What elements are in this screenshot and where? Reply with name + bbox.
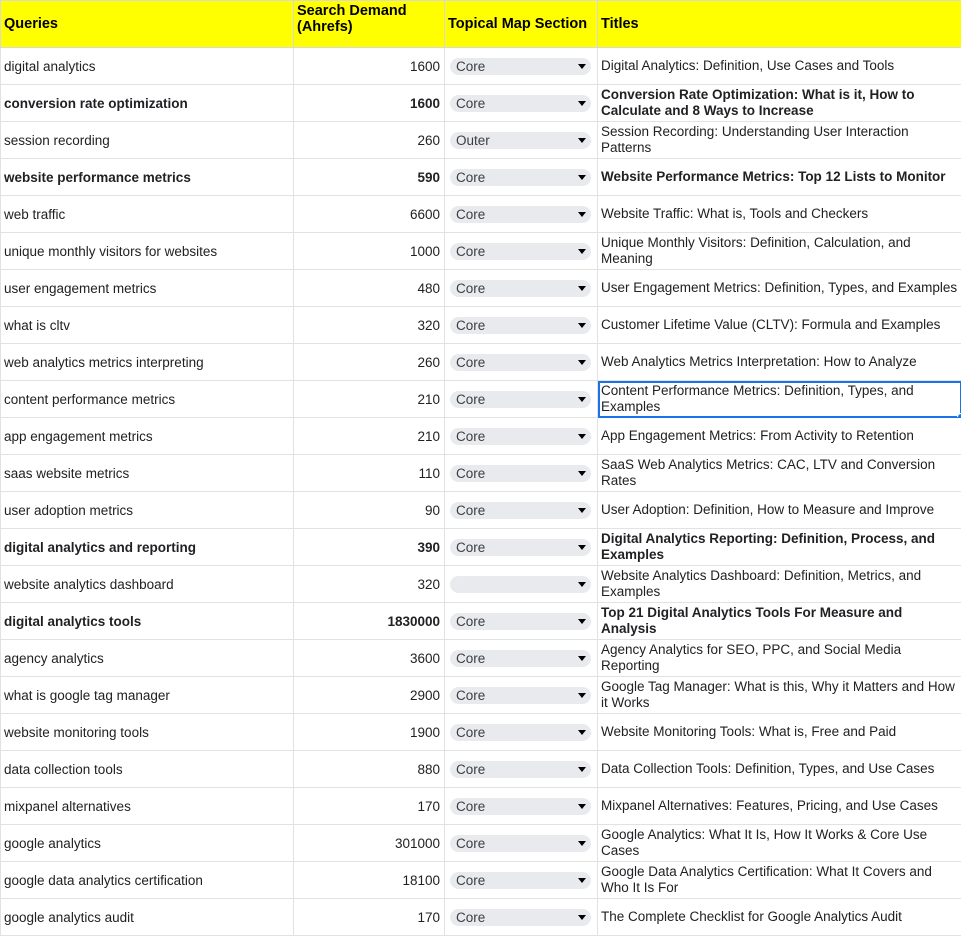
caret-down-icon[interactable] — [578, 212, 586, 217]
title-text: The Complete Checklist for Google Analytics Audit — [601, 909, 958, 925]
section-dropdown-chip[interactable] — [450, 58, 591, 75]
query-cell[interactable]: what is cltv — [1, 307, 294, 344]
section-dropdown-chip[interactable] — [450, 95, 591, 112]
fill-handle[interactable] — [957, 413, 961, 418]
section-dropdown-cell[interactable] — [445, 270, 598, 307]
section-value: Core — [456, 318, 485, 333]
query-cell[interactable]: conversion rate optimization — [1, 85, 294, 122]
title-text: App Engagement Metrics: From Activity to Retention — [601, 428, 958, 444]
title-text: Top 21 Digital Analytics Tools For Measure and Analysis — [601, 605, 958, 637]
title-text: Digital Analytics: Definition, Use Cases and Tools — [601, 58, 958, 74]
title-cell[interactable] — [598, 640, 961, 677]
section-value: Core — [456, 725, 485, 740]
table-row — [1, 233, 961, 270]
query-cell[interactable]: unique monthly visitors for websites — [1, 233, 294, 270]
query-cell[interactable]: user adoption metrics — [1, 492, 294, 529]
section-dropdown-chip[interactable] — [450, 539, 591, 556]
search-demand-cell[interactable]: 170 — [294, 788, 445, 825]
search-demand-cell[interactable]: 1830000 — [294, 603, 445, 640]
title-cell[interactable] — [598, 85, 961, 122]
search-demand-cell[interactable]: 90 — [294, 492, 445, 529]
title-cell[interactable] — [598, 270, 961, 307]
search-demand-cell[interactable]: 320 — [294, 566, 445, 603]
section-dropdown-chip[interactable] — [450, 354, 591, 371]
section-dropdown-cell[interactable] — [445, 233, 598, 270]
section-dropdown-cell[interactable] — [445, 751, 598, 788]
section-dropdown-chip[interactable] — [450, 465, 591, 482]
table-row — [1, 159, 961, 196]
caret-down-icon[interactable] — [578, 915, 586, 920]
table-row — [1, 566, 961, 603]
table-row — [1, 196, 961, 233]
table-row — [1, 603, 961, 640]
title-cell[interactable] — [598, 529, 961, 566]
section-dropdown-chip[interactable] — [450, 428, 591, 445]
table-row — [1, 862, 961, 899]
title-text: Website Traffic: What is, Tools and Checkers — [601, 206, 958, 222]
header-search-demand[interactable]: Search Demand (Ahrefs) — [294, 1, 445, 48]
search-demand-cell[interactable]: 1600 — [294, 48, 445, 85]
query-cell[interactable]: google data analytics certification — [1, 862, 294, 899]
title-cell[interactable] — [598, 381, 961, 418]
query-cell[interactable]: website monitoring tools — [1, 714, 294, 751]
search-demand-cell[interactable]: 320 — [294, 307, 445, 344]
caret-down-icon[interactable] — [578, 101, 586, 106]
query-cell[interactable]: what is google tag manager — [1, 677, 294, 714]
caret-down-icon[interactable] — [578, 138, 586, 143]
search-demand-cell[interactable]: 1000 — [294, 233, 445, 270]
caret-down-icon[interactable] — [578, 249, 586, 254]
section-dropdown-cell[interactable] — [445, 85, 598, 122]
title-cell[interactable] — [598, 788, 961, 825]
section-value: Core — [456, 244, 485, 259]
caret-down-icon[interactable] — [578, 730, 586, 735]
section-dropdown-chip[interactable] — [450, 872, 591, 889]
title-cell[interactable] — [598, 455, 961, 492]
section-value: Core — [456, 392, 485, 407]
title-text: User Engagement Metrics: Definition, Types, and Examples — [601, 280, 958, 296]
query-cell[interactable]: google analytics audit — [1, 899, 294, 936]
title-text: Web Analytics Metrics Interpretation: How to Analyze — [601, 354, 958, 370]
search-demand-cell[interactable]: 18100 — [294, 862, 445, 899]
query-cell[interactable]: digital analytics and reporting — [1, 529, 294, 566]
table-row — [1, 307, 961, 344]
query-cell[interactable]: website performance metrics — [1, 159, 294, 196]
caret-down-icon[interactable] — [578, 323, 586, 328]
title-text: Conversion Rate Optimization: What is it, How to Calculate and 8 Ways to Increase — [601, 87, 958, 119]
section-dropdown-chip[interactable] — [450, 391, 591, 408]
query-cell[interactable]: digital analytics tools — [1, 603, 294, 640]
section-dropdown-chip[interactable] — [450, 761, 591, 778]
section-dropdown-chip[interactable] — [450, 613, 591, 630]
section-dropdown-chip[interactable] — [450, 687, 591, 704]
section-dropdown-cell[interactable] — [445, 159, 598, 196]
query-cell[interactable]: agency analytics — [1, 640, 294, 677]
section-dropdown-cell[interactable] — [445, 455, 598, 492]
title-cell[interactable] — [598, 233, 961, 270]
title-cell[interactable] — [598, 677, 961, 714]
title-cell[interactable] — [598, 566, 961, 603]
section-value: Core — [456, 96, 485, 111]
section-value: Core — [456, 207, 485, 222]
caret-down-icon[interactable] — [578, 286, 586, 291]
caret-down-icon[interactable] — [578, 656, 586, 661]
section-value: Core — [456, 836, 485, 851]
section-value: Outer — [456, 133, 490, 148]
section-dropdown-cell[interactable] — [445, 862, 598, 899]
table-row — [1, 455, 961, 492]
title-cell[interactable] — [598, 862, 961, 899]
header-row — [1, 1, 961, 48]
section-value: Core — [456, 466, 485, 481]
section-dropdown-cell[interactable] — [445, 381, 598, 418]
title-text: Mixpanel Alternatives: Features, Pricing, and Use Cases — [601, 798, 958, 814]
title-text: Website Performance Metrics: Top 12 Lists to Monitor — [601, 169, 958, 185]
table-row — [1, 492, 961, 529]
title-text: Digital Analytics Reporting: Definition, Process, and Examples — [601, 531, 958, 563]
section-dropdown-chip[interactable] — [450, 835, 591, 852]
section-dropdown-chip[interactable] — [450, 576, 591, 593]
section-dropdown-cell[interactable] — [445, 344, 598, 381]
section-dropdown-cell[interactable] — [445, 788, 598, 825]
title-cell[interactable] — [598, 825, 961, 862]
search-demand-cell[interactable]: 3600 — [294, 640, 445, 677]
section-value: Core — [456, 910, 485, 925]
caret-down-icon[interactable] — [578, 693, 586, 698]
search-demand-cell[interactable]: 1900 — [294, 714, 445, 751]
section-dropdown-cell[interactable] — [445, 677, 598, 714]
section-dropdown-chip[interactable] — [450, 502, 591, 519]
title-cell[interactable] — [598, 344, 961, 381]
section-dropdown-cell[interactable] — [445, 492, 598, 529]
table-row — [1, 270, 961, 307]
search-demand-cell[interactable]: 210 — [294, 381, 445, 418]
header-queries[interactable]: Queries — [1, 1, 294, 48]
table-row — [1, 122, 961, 159]
title-cell[interactable] — [598, 122, 961, 159]
section-dropdown-cell[interactable] — [445, 640, 598, 677]
query-cell[interactable]: content performance metrics — [1, 381, 294, 418]
title-text: Google Tag Manager: What is this, Why it Matters and How it Works — [601, 679, 958, 711]
section-dropdown-chip[interactable] — [450, 724, 591, 741]
query-cell[interactable]: session recording — [1, 122, 294, 159]
section-value: Core — [456, 355, 485, 370]
caret-down-icon[interactable] — [578, 545, 586, 550]
caret-down-icon[interactable] — [578, 397, 586, 402]
search-demand-cell[interactable]: 110 — [294, 455, 445, 492]
search-demand-cell[interactable]: 301000 — [294, 825, 445, 862]
section-dropdown-cell[interactable] — [445, 307, 598, 344]
caret-down-icon[interactable] — [578, 619, 586, 624]
section-dropdown-cell[interactable] — [445, 529, 598, 566]
caret-down-icon[interactable] — [578, 508, 586, 513]
table-row — [1, 714, 961, 751]
title-text: Data Collection Tools: Definition, Types, and Use Cases — [601, 761, 958, 777]
title-text: Unique Monthly Visitors: Definition, Calculation, and Meaning — [601, 235, 958, 267]
table-row — [1, 788, 961, 825]
section-dropdown-cell[interactable] — [445, 48, 598, 85]
title-cell[interactable] — [598, 751, 961, 788]
section-dropdown-chip[interactable] — [450, 243, 591, 260]
query-cell[interactable]: data collection tools — [1, 751, 294, 788]
section-dropdown-cell[interactable] — [445, 603, 598, 640]
table-row — [1, 825, 961, 862]
title-cell[interactable] — [598, 196, 961, 233]
section-dropdown-chip[interactable] — [450, 909, 591, 926]
title-text: Website Analytics Dashboard: Definition, Metrics, and Examples — [601, 568, 958, 600]
section-dropdown-cell[interactable] — [445, 566, 598, 603]
search-demand-cell[interactable]: 260 — [294, 122, 445, 159]
section-dropdown-chip[interactable] — [450, 317, 591, 334]
caret-down-icon[interactable] — [578, 878, 586, 883]
section-value: Core — [456, 614, 485, 629]
title-cell[interactable] — [598, 418, 961, 455]
section-dropdown-cell[interactable] — [445, 418, 598, 455]
title-text: Website Monitoring Tools: What is, Free and Paid — [601, 724, 958, 740]
search-demand-cell[interactable]: 880 — [294, 751, 445, 788]
section-value: Core — [456, 429, 485, 444]
section-dropdown-cell[interactable] — [445, 825, 598, 862]
title-cell[interactable] — [598, 307, 961, 344]
table-row — [1, 418, 961, 455]
query-cell[interactable]: user engagement metrics — [1, 270, 294, 307]
title-text: SaaS Web Analytics Metrics: CAC, LTV and Conversion Rates — [601, 457, 958, 489]
caret-down-icon[interactable] — [578, 804, 586, 809]
caret-down-icon[interactable] — [578, 582, 586, 587]
section-value: Core — [456, 170, 485, 185]
section-value: Core — [456, 762, 485, 777]
title-text: Google Data Analytics Certification: What It Covers and Who It Is For — [601, 864, 958, 896]
section-dropdown-cell[interactable] — [445, 714, 598, 751]
section-dropdown-cell[interactable] — [445, 899, 598, 936]
caret-down-icon[interactable] — [578, 767, 586, 772]
table-row — [1, 85, 961, 122]
title-cell[interactable] — [598, 899, 961, 936]
table-body — [1, 48, 961, 936]
section-dropdown-chip[interactable] — [450, 798, 591, 815]
table-row — [1, 344, 961, 381]
search-demand-cell[interactable]: 480 — [294, 270, 445, 307]
title-text: Customer Lifetime Value (CLTV): Formula and Examples — [601, 317, 958, 333]
query-cell[interactable]: saas website metrics — [1, 455, 294, 492]
query-cell[interactable]: app engagement metrics — [1, 418, 294, 455]
title-cell[interactable] — [598, 48, 961, 85]
table-row — [1, 381, 961, 418]
header-titles[interactable]: Titles — [598, 1, 961, 48]
caret-down-icon[interactable] — [578, 175, 586, 180]
table-row — [1, 640, 961, 677]
title-cell[interactable] — [598, 603, 961, 640]
search-demand-cell[interactable]: 2900 — [294, 677, 445, 714]
title-text: Google Analytics: What It Is, How It Works & Core Use Cases — [601, 827, 958, 859]
section-dropdown-chip[interactable] — [450, 169, 591, 186]
caret-down-icon[interactable] — [578, 471, 586, 476]
section-value: Core — [456, 503, 485, 518]
title-cell[interactable] — [598, 714, 961, 751]
search-demand-cell[interactable]: 260 — [294, 344, 445, 381]
search-demand-cell[interactable]: 1600 — [294, 85, 445, 122]
section-value: Core — [456, 799, 485, 814]
caret-down-icon[interactable] — [578, 64, 586, 69]
query-cell[interactable]: web traffic — [1, 196, 294, 233]
section-dropdown-chip[interactable] — [450, 206, 591, 223]
query-cell[interactable]: google analytics — [1, 825, 294, 862]
caret-down-icon[interactable] — [578, 360, 586, 365]
section-value: Core — [456, 873, 485, 888]
table-row — [1, 48, 961, 85]
search-demand-cell[interactable]: 590 — [294, 159, 445, 196]
title-text: Session Recording: Understanding User Interaction Patterns — [601, 124, 958, 156]
section-dropdown-cell[interactable] — [445, 122, 598, 159]
table-row — [1, 751, 961, 788]
query-cell[interactable]: website analytics dashboard — [1, 566, 294, 603]
section-value: Core — [456, 281, 485, 296]
section-dropdown-chip[interactable] — [450, 280, 591, 297]
query-cell[interactable]: digital analytics — [1, 48, 294, 85]
section-value: Core — [456, 540, 485, 555]
title-text: Agency Analytics for SEO, PPC, and Social Media Reporting — [601, 642, 958, 674]
title-cell[interactable] — [598, 492, 961, 529]
search-demand-cell[interactable]: 210 — [294, 418, 445, 455]
caret-down-icon[interactable] — [578, 841, 586, 846]
table-row — [1, 529, 961, 566]
title-cell[interactable] — [598, 159, 961, 196]
search-demand-cell[interactable]: 170 — [294, 899, 445, 936]
section-dropdown-cell[interactable] — [445, 196, 598, 233]
query-cell[interactable]: mixpanel alternatives — [1, 788, 294, 825]
section-dropdown-chip[interactable] — [450, 132, 591, 149]
table-row — [1, 899, 961, 936]
search-demand-cell[interactable]: 6600 — [294, 196, 445, 233]
section-dropdown-chip[interactable] — [450, 650, 591, 667]
section-value: Core — [456, 651, 485, 666]
table-row — [1, 677, 961, 714]
header-topical-map-section[interactable]: Topical Map Section — [445, 1, 598, 48]
title-text: User Adoption: Definition, How to Measure and Improve — [601, 502, 958, 518]
title-text: Content Performance Metrics: Definition, Types, and Examples — [601, 383, 958, 415]
caret-down-icon[interactable] — [578, 434, 586, 439]
section-value: Core — [456, 688, 485, 703]
section-value: Core — [456, 59, 485, 74]
search-demand-cell[interactable]: 390 — [294, 529, 445, 566]
query-cell[interactable]: web analytics metrics interpreting — [1, 344, 294, 381]
